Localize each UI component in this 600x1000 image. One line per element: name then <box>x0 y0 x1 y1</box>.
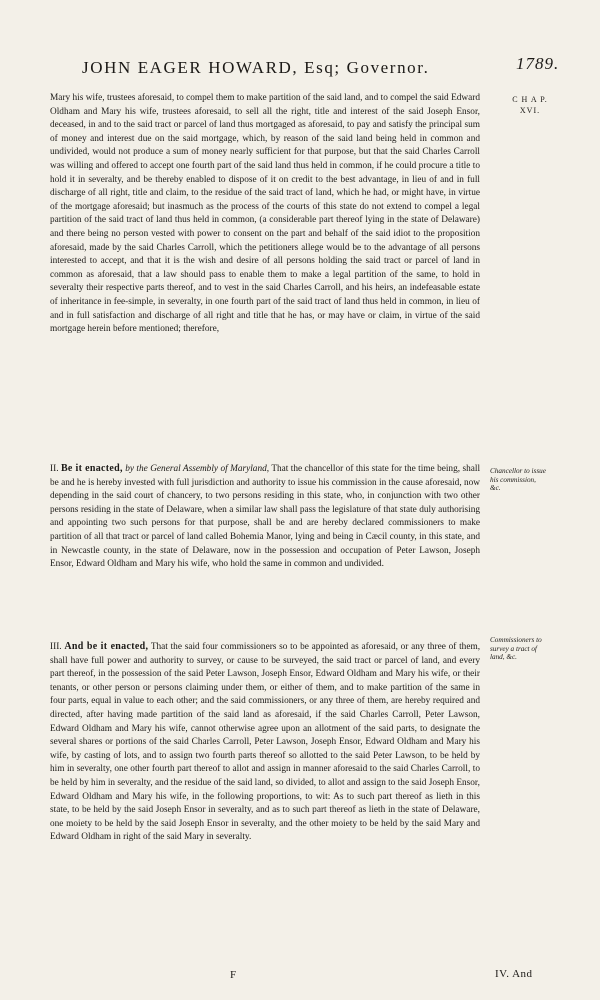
section-2-number: II. <box>50 464 59 474</box>
running-title: JOHN EAGER HOWARD, Esq; Governor. <box>82 58 430 77</box>
catchword: IV. And <box>495 968 533 980</box>
paragraph-continuation <box>50 92 480 337</box>
section-2 <box>50 462 480 572</box>
margin-note-section-3: Commissioners to survey a tract of land, &c. <box>490 636 542 662</box>
chapter-label <box>500 94 560 116</box>
signature-mark: F <box>230 969 238 981</box>
section-3-paragraph <box>50 640 480 845</box>
section-2-paragraph <box>50 462 480 572</box>
section-3 <box>50 640 480 845</box>
chapter-label-line1: C H A P. <box>512 95 548 104</box>
section-3-number: III. <box>50 642 62 652</box>
paragraph-1-text: Mary his wife, trustees aforesaid, to compel them to make partition of the said land, and to compel the said Edward Oldham and Mary his wife, trustees aforesaid, to sell all the right, title and interest of the said Joseph Ensor, deceased, in and to the said tract or parcel of land thus mortgaged as aforesaid, to pay and satisfy the principal sum of money and interest due on the said mortgage, which, by reason of the said land being held in common and undivided, would not produce a sum of money nearly sufficient for that purpose, but that the said Charles Carroll was willing and offered to accept one fourth part of the said land thus held in common, if he could procure a title to hold it in severalty, and be thereby enabled to dispose of it on credit to the best advantage, in lieu of and in full discharge of all right, title and claim, to the residue of the said tract of land, which he had, or might have, in virtue of the mortgage aforesaid; but inasmuch as the process of the courts of this state do not extend to compel a legal partition of the said tract of land thus held in common, (a considerable part thereof lying in the state of Delaware) and there being no person vested with power to consent on the part and behalf of the said idiot to the proposition aforesaid, made by the said Charles Carroll, which the petitioners allege would be to the advantage of all persons interested to accept, and that it is the wish and desire of all persons holding the said tract or parcel of land in common as aforesaid, that a law should pass to enable them to make a legal partition of the same, to hold in severalty their respective parts thereof, and to vest in the said Charles Carroll, and his heirs, an indefeasable estate of inheritance in fee-simple, in severalty, in one fourth part of the said tract of land thus held in common, in lieu of and in full satisfaction and discharge of all right and title that he has, or may have or claim, in virtue of the said mortgage herein before mentioned; therefore, <box>50 93 480 335</box>
page-year: 1789. <box>516 54 560 73</box>
running-header <box>0 54 600 80</box>
section-2-text: That the chancellor of this state for the time being, shall be and he is hereby invested with full jurisdiction and authority to issue his commission in the cause aforesaid, now depending in the said court of chancery, to two persons residing in this state, who, in conjunction with two other persons residing in the state of Delaware, when a similar law shall pass the legislature of that state duly authorising and appointing two such persons for that purpose, shall be and are hereby declared commissioners to make partition of all that tract or parcel of land called Bohemia Manor, lying and being in Cæcil county, in this state, and in Newcastle county, in the state of Delaware, now in the possession and occupation of Peter Lawson, Joseph Ensor, Edward Oldham and Mary his wife, who hold the same in common and undivided. <box>50 464 481 570</box>
section-3-text: That the said four commissioners so to be appointed as aforesaid, or any three of them, shall have full power and authority to survey, or cause to be surveyed, the said tract or parcel of land, and every part thereof, in the possession of the said Peter Lawson, Joseph Ensor, Edward Oldham and Mary his wife, or their tenants, or other person or persons claiming under them, or either of them, and to make partition of the same in four parts, equal in value to each other; and the said commissioners, or any three of them, are hereby required and directed, after having made partition of the said land as aforesaid, if the said Charles Carroll, Peter Lawson, Edward Oldham and Mary his wife, cannot otherwise agree upon an allotment of the said parts, to designate the several shares or portions of the said Charles Carroll, Peter Lawson, Joseph Ensor, Edward Oldham and Mary his wife, by casting of lots, and to assign two fourth parts thereof so allotted to the said Peter Lawson, to be held by him in severalty, one other fourth part thereof to allot and assign in manner aforesaid to the said Charles Carroll, to be held by him in severalty, and the residue of the said land, so divided, to allot and assign to the said Joseph Ensor, Edward Oldham and Mary his wife, in the following proportions, to wit: As to such part thereof as lieth in this state, to be held by the said Joseph Ensor in severalty, and as to such part thereof as lieth in the state of Delaware, one moiety to be held by the said Joseph Ensor in severalty, and the other moiety to be held by the said Mary and Edward Oldham in right of the said Mary in severalty. <box>50 642 481 843</box>
chapter-label-line2: XVI. <box>519 106 541 115</box>
section-2-by-assembly: by the General Assembly of Maryland, <box>125 464 270 474</box>
section-2-enacting: Be it enacted, <box>60 463 123 474</box>
section-3-enacting: And be it enacted, <box>64 641 149 652</box>
margin-note-section-2: Chancellor to issue his commission, &c. <box>490 467 546 493</box>
